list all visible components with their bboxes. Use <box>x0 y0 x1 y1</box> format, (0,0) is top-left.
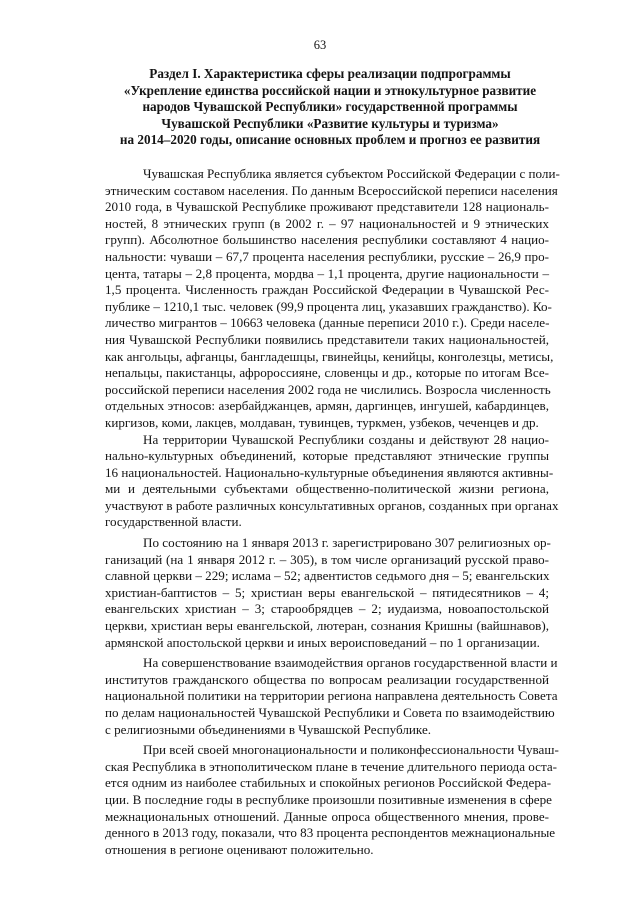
text-line: участвуют в работе различных консультативных органов, созданных при органах <box>105 497 559 513</box>
paragraph-population <box>105 166 560 432</box>
heading-line: Раздел I. Характеристика сферы реализации подпрограммы <box>149 66 511 81</box>
text-line: личество мигрантов – 10663 человека (данные переписи 2010 г.). Среди населе- <box>105 315 550 331</box>
text-line: 2010 года, в Чувашской Республике проживают представители 128 националь- <box>105 199 549 215</box>
text-line: нально-культурных объединений, которые представляют этнические группы <box>105 448 549 464</box>
text-line: церкви, христиан веры евангельской, лютеран, сознания Кришны (вайшнавов), <box>105 618 549 634</box>
text-line: ганизаций (на 1 января 2012 г. – 305), в том числе организаций русской право- <box>105 551 549 567</box>
text-line: отдельных этносов: азербайджанцев, армян, даргинцев, ингушей, кабардинцев, <box>105 398 549 414</box>
body-text <box>105 166 560 858</box>
heading-line: на 2014–2020 годы, описание основных проблем и прогноз ее развития <box>119 132 541 148</box>
text-line: ния Чувашской Республики появились представители таких национальностей, <box>105 331 549 347</box>
text-line: государственной власти. <box>105 514 242 530</box>
text-line: По состоянию на 1 января 2013 г. зарегистрировано 307 религиозных ор- <box>143 535 551 551</box>
heading-line: «Укрепление единства российской нации и этнокультурное развитие <box>123 82 537 98</box>
text-line: На совершенствование взаимодействия органов государственной власти и <box>143 655 558 671</box>
text-line: как ангольцы, афганцы, бангладешцы, гвинейцы, кенийцы, конголезцы, метисы, <box>105 348 554 364</box>
heading-line: Чувашской Республики «Развитие культуры и туризма» <box>161 115 499 131</box>
text-line: армянской апостольской церкви и иных вероисповеданий – по 1 организации. <box>105 634 540 650</box>
text-line: нальности: чуваши – 67,7 процента населения республики, русские – 26,9 про- <box>105 248 549 264</box>
page-number: 63 <box>313 38 327 52</box>
text-line: институтов гражданского общества по вопросам реализации государственной <box>105 671 549 687</box>
text-line: Чувашская Республика является субъектом Российской Федерации с поли- <box>143 166 560 181</box>
text-line: 16 национальностей. Национально-культурные объединения являются активны- <box>105 464 554 480</box>
paragraph-stability <box>105 742 559 858</box>
paragraph-religious-organizations <box>105 535 549 651</box>
text-line: непальцы, пакистанцы, афророссияне, словенцы и др., которые по итогам Все- <box>105 365 549 381</box>
text-line: групп). Абсолютное большинство населения республики составляют 4 нацио- <box>105 232 549 248</box>
section-heading <box>100 66 560 149</box>
text-line: публике – 1210,1 тыс. человек (99,9 процента лиц, указавших гражданство). Ко- <box>105 298 552 314</box>
paragraph-cultural-associations <box>105 431 559 532</box>
text-line: ции. В последние годы в республике произошли позитивные изменения в сфере <box>105 791 552 807</box>
text-line: российской переписи населения 2002 года не числились. Возросла численность <box>105 381 551 397</box>
text-line: этническим составом населения. По данным Всероссийской переписи населения <box>105 182 558 198</box>
text-line: межнациональных отношений. Данные опроса общественного мнения, прове- <box>105 808 549 824</box>
text-line: христиан-баптистов – 5; христиан веры евангельской – пятидесятников – 4; <box>105 584 549 600</box>
paragraph-councils <box>105 655 558 738</box>
text-line: по делам национальностей Чувашской Республики и Совета по взаимодействию <box>105 705 555 720</box>
heading-line: народов Чувашской Республики» государственной программы <box>142 99 518 115</box>
text-line: 1,5 процента. Численность граждан Российской Федерации в Чувашской Рес- <box>105 282 549 298</box>
text-line: При всей своей многонациональности и поликонфессиональности Чуваш- <box>143 742 559 758</box>
text-line: ская Республика в этнополитическом плане в течение длительного периода оста- <box>105 758 558 774</box>
text-line: На территории Чувашской Республики созданы и действуют 28 нацио- <box>143 431 549 447</box>
text-line: национальной политики на территории региона направлена деятельность Совета <box>105 688 558 704</box>
text-line: киргизов, коми, лакцев, молдаван, тувинцев, туркмен, узбеков, чеченцев и др. <box>105 414 539 430</box>
text-line: ми и деятельными субъектами общественно-политической жизни региона, <box>105 481 549 497</box>
text-line: ностей, 8 этнических групп (в 2002 г. – 97 национальностей и 9 этнических <box>105 215 549 231</box>
text-line: евангельских христиан – 3; старообрядцев – 2; иудаизма, новоапостольской <box>105 601 549 617</box>
text-line: с религиозными объединениями в Чувашской Республике. <box>105 721 432 737</box>
text-line: славной церкви – 229; ислама – 52; адвентистов седьмого дня – 5; евангельских <box>105 568 550 584</box>
text-line: денного в 2013 году, показали, что 83 процента респондентов межнациональные <box>105 825 556 841</box>
text-line: ется одним из наиболее стабильных и спокойных регионов Российской Федера- <box>105 775 552 791</box>
text-line: цента, татары – 2,8 процента, мордва – 1,1 процента, другие национальности – <box>105 265 549 281</box>
text-line: отношения в регионе оценивают положительно. <box>105 841 374 857</box>
